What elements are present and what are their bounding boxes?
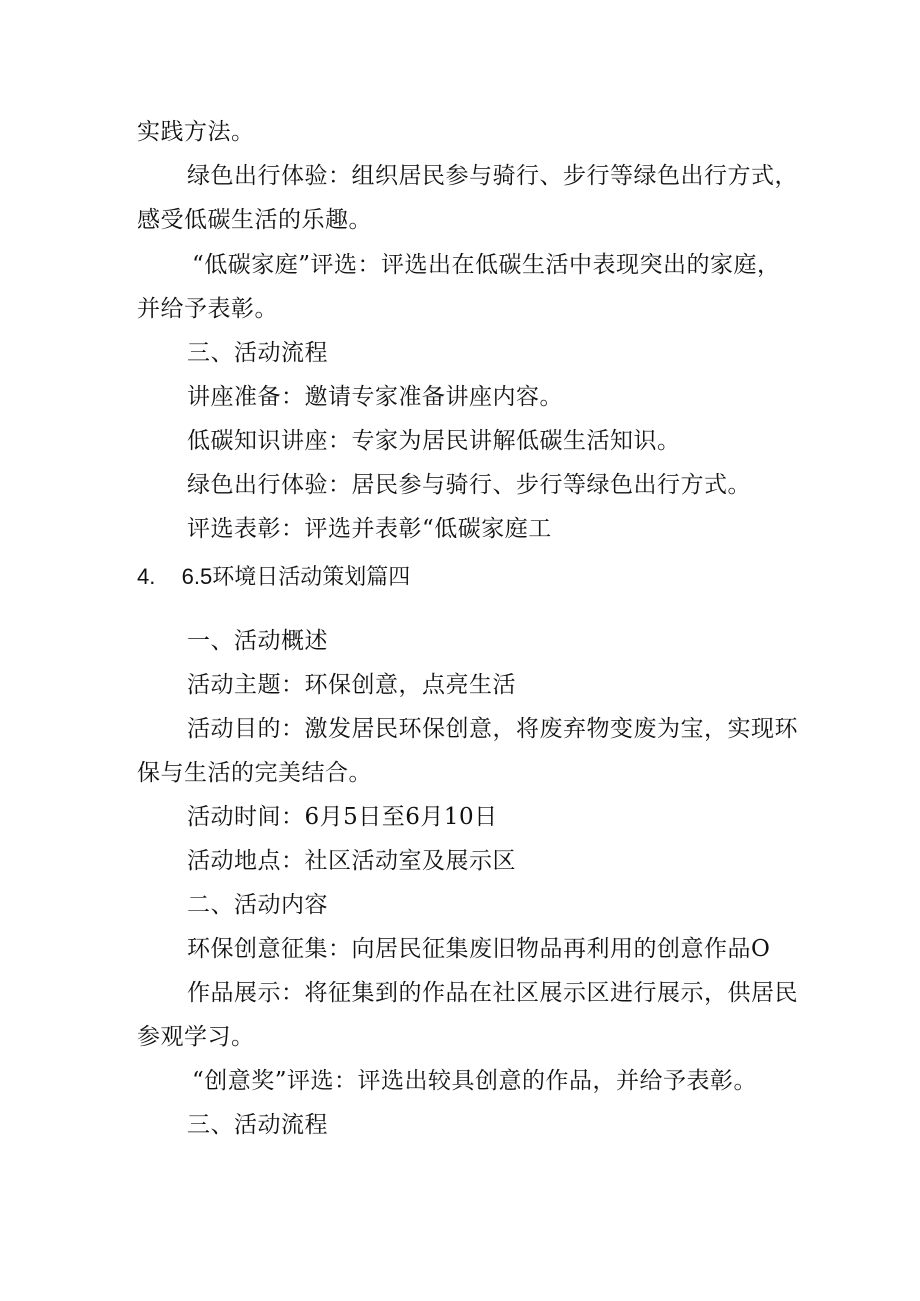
text-line: 保与生活的完美结合。 <box>137 760 372 786</box>
text-line: 活动时间：6月5日至6月10日 <box>187 804 498 830</box>
text-line: 讲座准备：邀请专家准备讲座内容。 <box>187 384 563 410</box>
text-line: 评选表彰：评选并表彰“低碳家庭工 <box>187 516 552 542</box>
text-line: “低碳家庭”评选：评选出在低碳生活中表现突出的家庭， <box>192 252 781 278</box>
text-line: 绿色出行体验：居民参与骑行、步行等绿色出行方式。 <box>187 472 751 498</box>
text-line: 实践方法。 <box>137 119 255 145</box>
text-line: 活动地点：社区活动室及展示区 <box>187 848 516 874</box>
chapter-title: 6.5环境日活动策划篇四 <box>181 564 411 589</box>
text-line: 感受低碳生活的乐趣。 <box>137 207 372 233</box>
text-line: 参观学习。 <box>137 1024 255 1050</box>
text-line: 绿色出行体验：组织居民参与骑行、步行等绿色出行方式， <box>187 163 798 189</box>
text-line: 低碳知识讲座：专家为居民讲解低碳生活知识。 <box>187 428 681 454</box>
text-line: 活动主题：环保创意，点亮生活 <box>187 672 516 698</box>
text-line: 并给予表彰。 <box>137 296 278 322</box>
chapter-number: 4. <box>137 564 156 589</box>
chapter-heading <box>137 562 410 592</box>
text-line: 活动目的：激发居民环保创意，将废弃物变废为宝，实现环 <box>187 716 798 742</box>
text-line: 作品展示：将征集到的作品在社区展示区进行展示，供居民 <box>187 980 798 1006</box>
section-heading: 二、活动内容 <box>187 892 328 918</box>
section-heading: 三、活动流程 <box>187 1112 328 1138</box>
section-heading: 三、活动流程 <box>187 340 328 366</box>
section-heading: 一、活动概述 <box>187 628 328 654</box>
text-line: “创意奖”评选：评选出较具创意的作品，并给予表彰。 <box>192 1068 758 1094</box>
text-line: 环保创意征集：向居民征集废旧物品再利用的创意作品O <box>187 936 771 962</box>
